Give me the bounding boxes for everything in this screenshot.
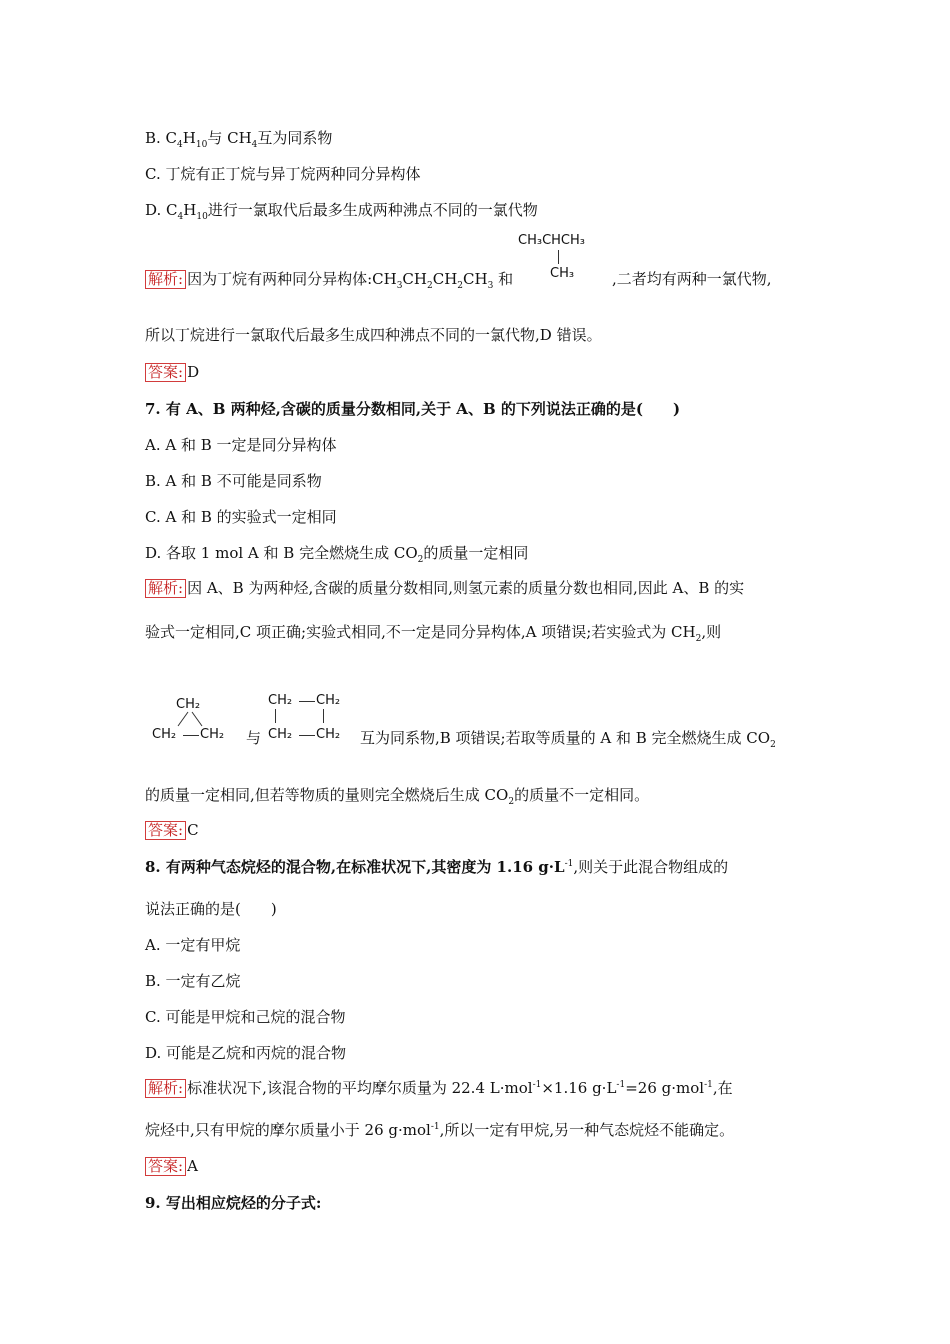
answer-tag: 答案: xyxy=(145,821,186,840)
q8-answer: 答案: A xyxy=(145,1156,198,1176)
q8-option-d: D. 可能是乙烷和丙烷的混合物 xyxy=(145,1044,347,1062)
q8-option-a: A. 一定有甲烷 xyxy=(145,936,241,954)
q7-option-a: A. A 和 B 一定是同分异构体 xyxy=(145,436,337,454)
q7-analysis-line2: 验式一定相同,C 项正确;实验式相同,不一定是同分异构体,A 项错误;若实验式为 $CH_2$,则 xyxy=(145,623,722,644)
q8-option-c: C. 可能是甲烷和己烷的混合物 xyxy=(145,1008,346,1026)
cyclopropane-bottom-left: CH₂ xyxy=(152,727,177,742)
cyclobutane-top-right: CH₂ xyxy=(316,693,341,708)
q8-stem-line2: 说法正确的是( ) xyxy=(145,900,277,918)
q6-option-d: D. $C_4H_{10}$进行一氯取代后最多生成两种沸点不同的一氯代物 xyxy=(145,201,538,222)
q7-yu: 与 xyxy=(246,729,262,747)
q8-analysis-line1: 解析: 标准状况下,该混合物的平均摩尔质量为 22.4 L·mol$^{-1}$×1.16 $g\cdot L^{-1}=26$ g·mol$^{-1}$,在 xyxy=(145,1078,733,1098)
q8-option-b: B. 一定有乙烷 xyxy=(145,972,241,990)
cyclopropane-bottom-bond xyxy=(183,735,199,736)
q8-stem-line1: 8. 有两种气态烷烃的混合物,在标准状况下,其密度为 1.16 $g\cdot L^{-1}$,则关于此混合物组成的 xyxy=(145,858,729,876)
q7-analysis-line3: 互为同系物,B 项错误;若取等质量的 A 和 B 完全燃烧生成 $CO_2$ xyxy=(360,729,776,750)
cyclobutane-bottom-bond xyxy=(299,735,315,736)
cyclobutane-bottom-right: CH₂ xyxy=(316,727,341,742)
isobutane-bond xyxy=(558,250,559,264)
isobutane-bottom: CH₃ xyxy=(550,266,575,281)
q7-stem: 7. 有 A、B 两种烃,含碳的质量分数相同,关于 A、B 的下列说法正确的是( ) xyxy=(145,400,681,418)
q7-analysis-line1: 解析: 因 A、B 为两种烃,含碳的质量分数相同,则氢元素的质量分数也相同,因此 A、B 的实 xyxy=(145,578,744,598)
cyclobutane-top-bond xyxy=(299,701,315,702)
q7-option-c: C. A 和 B 的实验式一定相同 xyxy=(145,508,337,526)
q6-option-b: B. $C_4H_{10}$与 $CH_4$互为同系物 xyxy=(145,129,333,150)
answer-tag: 答案: xyxy=(145,363,186,382)
q7-analysis-line4: 的质量一定相同,但若等物质的量则完全燃烧后生成 $CO_2$的质量不一定相同。 xyxy=(145,786,650,807)
cyclopropane-bottom-right: CH₂ xyxy=(200,727,225,742)
analysis-tag: 解析: xyxy=(145,579,186,598)
q9-stem: 9. 写出相应烷烃的分子式: xyxy=(145,1194,322,1212)
isobutane-top: CH₃CHCH₃ xyxy=(518,233,585,248)
cyclobutane-right-bond xyxy=(323,709,324,723)
analysis-tag: 解析: xyxy=(145,1079,186,1098)
answer-tag: 答案: xyxy=(145,1157,186,1176)
q7-option-b: B. A 和 B 不可能是同系物 xyxy=(145,472,322,490)
cyclobutane-top-left: CH₂ xyxy=(268,693,293,708)
cyclopropane-top: CH₂ xyxy=(176,697,201,712)
q7-option-d: D. 各取 1 mol A 和 B 完全燃烧生成 $CO_2$的质量一定相同 xyxy=(145,544,529,565)
q6-answer: 答案: D xyxy=(145,362,199,382)
cyclobutane-bottom-left: CH₂ xyxy=(268,727,293,742)
q6-option-c: C. 丁烷有正丁烷与异丁烷两种同分异构体 xyxy=(145,165,421,183)
q6-analysis-line2: 所以丁烷进行一氯取代后最多生成四种沸点不同的一氯代物,D 错误。 xyxy=(145,326,602,344)
q6-analysis-line1: 解析: 因为丁烷有两种同分异构体$:CH_3CH_2CH_2CH_3$ 和 xyxy=(145,269,513,289)
q8-analysis-line2: 烷烃中,只有甲烷的摩尔质量小于 26 g·mol$^{-1}$,所以一定有甲烷,另一种气态烷烃不能确定。 xyxy=(145,1121,735,1139)
analysis-tag: 解析: xyxy=(145,270,186,289)
q6-analysis-after: ,二者均有两种一氯代物, xyxy=(612,270,772,288)
cyclobutane-left-bond xyxy=(275,709,276,723)
q7-answer: 答案: C xyxy=(145,820,199,840)
